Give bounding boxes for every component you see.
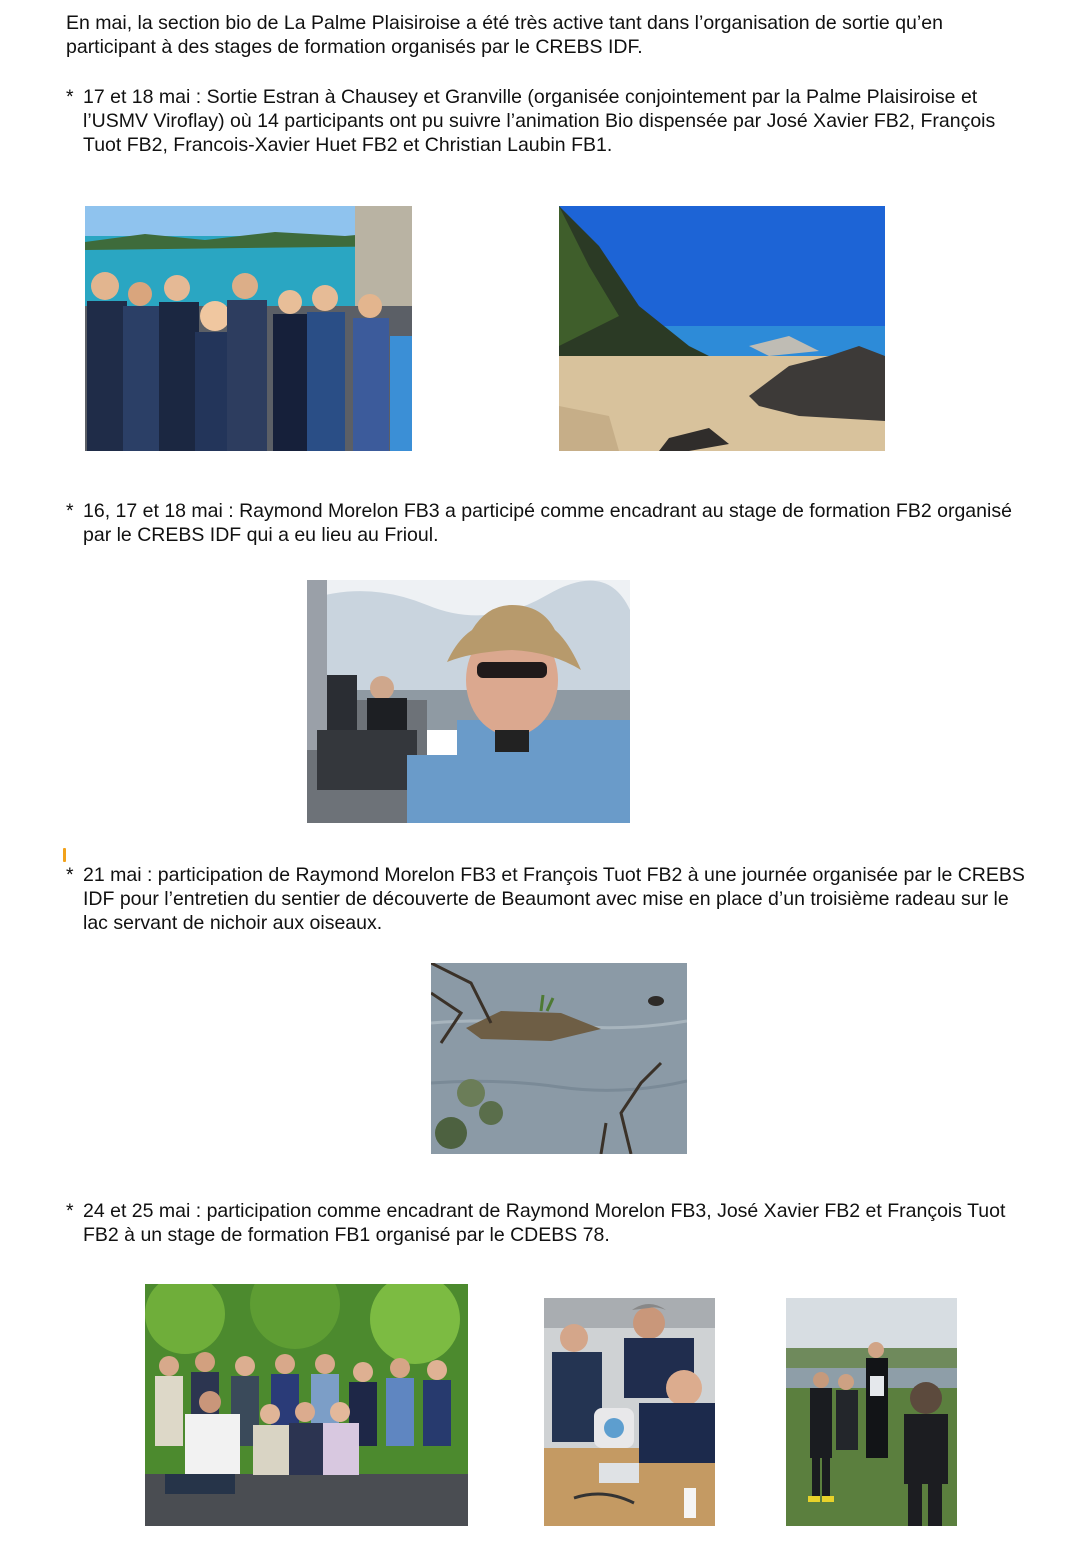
bullet-star: * [66, 500, 74, 522]
photo-group-quay [85, 206, 412, 451]
bullet-star: * [66, 86, 74, 108]
photo-divers-lake [786, 1298, 957, 1526]
bullet-item-frioul [66, 499, 1026, 547]
photo-group-forest [145, 1284, 468, 1526]
photo-selfie-hat [307, 580, 630, 823]
photo-indoor-equipment [544, 1298, 715, 1526]
bullet-item-beaumont [66, 863, 1026, 935]
bullet-star: * [66, 1200, 74, 1222]
text-cursor [63, 848, 66, 862]
photo-raft-lake [431, 963, 687, 1154]
bullet-star: * [66, 864, 74, 886]
photo-beach-rocks [559, 206, 885, 451]
bullet-text: 21 mai : participation de Raymond Morelon FB3 et François Tuot FB2 à une journée organisée par le CREBS IDF pour l’entretien du sentier de découverte de Beaumont avec mise en place d’un troisième radeau sur le lac servant de nichoir aux oiseaux. [83, 864, 1025, 934]
bullet-text: 24 et 25 mai : participation comme encadrant de Raymond Morelon FB3, José Xavier FB2 et François Tuot FB2 à un stage de formation FB1 organisé par le CDEBS 78. [83, 1200, 1006, 1246]
bullet-text: 17 et 18 mai : Sortie Estran à Chausey et Granville (organisée conjointement par la Palme Plaisiroise et l’USMV Viroflay) où 14 participants ont pu suivre l’animation Bio dispensée par José Xavier FB2, François Tuot FB2, Francois-Xavier Huet FB2 et Christian Laubin FB1. [83, 86, 996, 156]
intro-text: En mai, la section bio de La Palme Plaisiroise a été très active tant dans l’organisation de sortie qu’en participant à des stages de formation organisés par le CREBS IDF. [66, 12, 943, 58]
intro-paragraph [66, 11, 1026, 59]
bullet-item-cdebs78 [66, 1199, 1026, 1247]
bullet-text: 16, 17 et 18 mai : Raymond Morelon FB3 a participé comme encadrant au stage de formation FB2 organisé par le CREBS IDF qui a eu lieu au Frioul. [83, 500, 1012, 546]
bullet-item-chausey [66, 85, 1026, 157]
